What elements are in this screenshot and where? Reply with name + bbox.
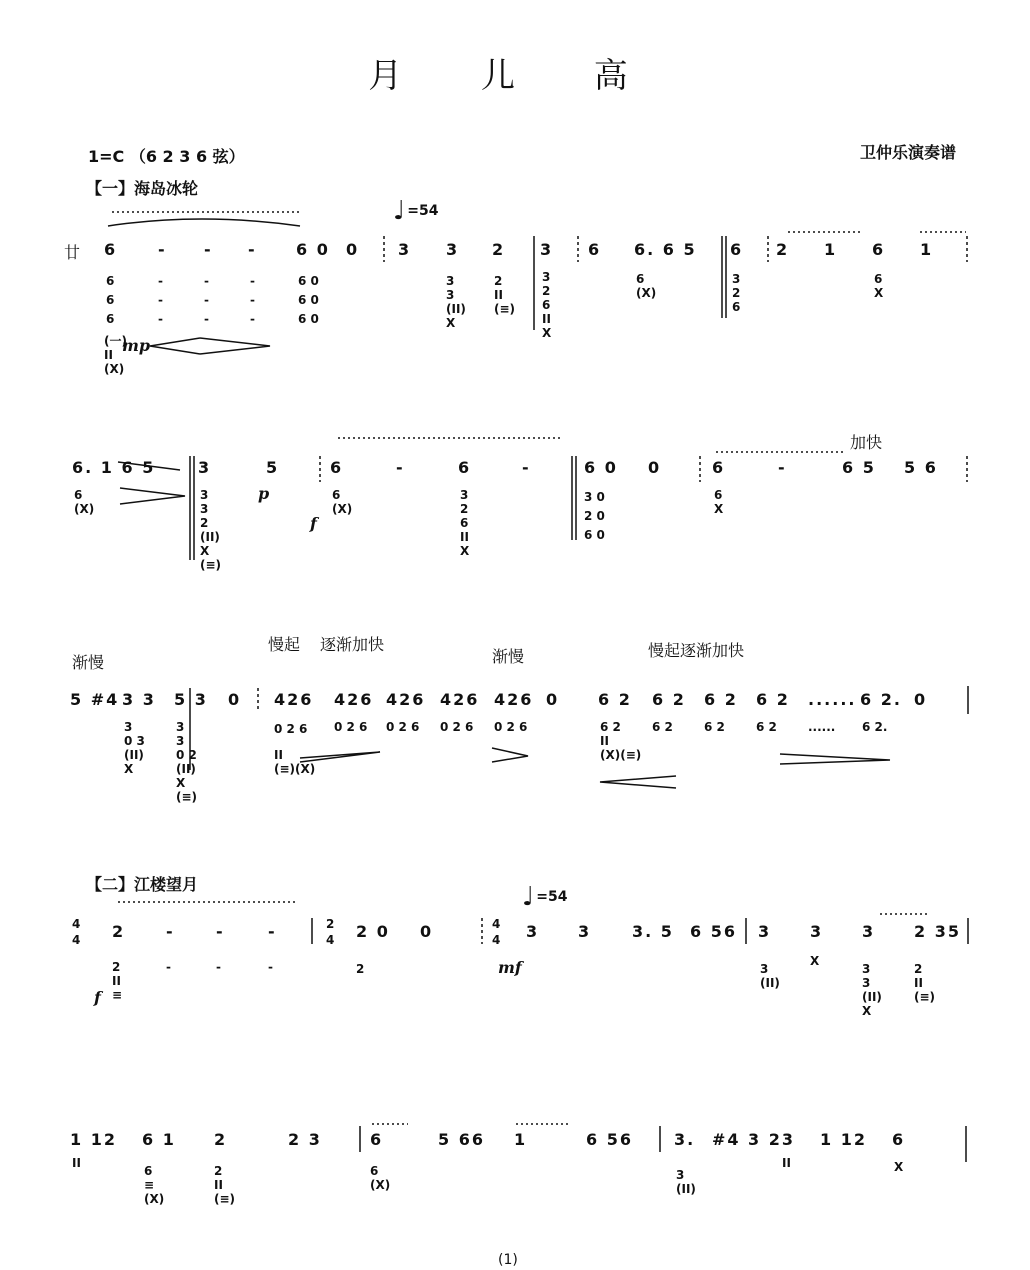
chord-stack: 2 II (≡) <box>914 962 936 1004</box>
chord-stack: 6 (X) <box>332 488 353 516</box>
note: 6 <box>730 240 744 259</box>
note: 6 2 <box>704 690 738 709</box>
note: 6 <box>104 240 118 259</box>
dynamic-mark: f <box>94 988 101 1007</box>
dynamic-mark: mp <box>122 336 151 355</box>
note: 0 <box>346 240 360 259</box>
chord-stack: 3 2 6 <box>732 272 741 314</box>
chord-stack: X <box>894 1160 904 1174</box>
note: - <box>268 922 277 941</box>
note: 3 <box>578 922 592 941</box>
chord-stack: - <box>216 960 221 974</box>
chord-stack: 6 2. <box>862 720 888 734</box>
chord-stack: 0 2 6 <box>386 720 420 734</box>
note: - <box>216 922 225 941</box>
page-number: (1) <box>498 1252 518 1268</box>
note: 6 <box>330 458 344 477</box>
chord-stack: 3 3 (II) X <box>862 962 882 1018</box>
note: - <box>158 240 167 259</box>
note: 5 <box>266 458 280 477</box>
note: 0 <box>228 690 242 709</box>
note: 5 66 <box>438 1130 485 1149</box>
chord-stack: 6 (X) <box>370 1164 391 1192</box>
chord-stack: - - - <box>158 274 163 326</box>
chord-stack: 3 3 (II) X <box>446 274 466 330</box>
note: 3 <box>526 922 540 941</box>
chord-stack: 3 2 6 II X <box>460 488 470 558</box>
note: 1 <box>824 240 838 259</box>
note: 6 <box>872 240 886 259</box>
note: 3 23 <box>748 1130 795 1149</box>
time-signature: 4 4 <box>72 917 81 947</box>
note: 6 0 <box>296 240 330 259</box>
note: - <box>166 922 175 941</box>
time-signature: 2 4 <box>326 917 335 947</box>
chord-stack: - <box>268 960 273 974</box>
chord-stack: 3 (II) <box>760 962 780 990</box>
note: 1 12 <box>70 1130 117 1149</box>
chord-stack: 6 X <box>874 272 884 300</box>
chord-stack: II <box>782 1156 791 1170</box>
note: 0 <box>914 690 928 709</box>
note: 6 56 <box>586 1130 633 1149</box>
note: 426 <box>440 690 480 709</box>
expression-mark: 渐慢 <box>492 647 525 666</box>
note: 6 2 <box>652 690 686 709</box>
chord-stack: 3 0 3 (II) X <box>124 720 145 776</box>
note: 3. 5 <box>632 922 674 941</box>
note: - <box>522 458 531 477</box>
note: #4 <box>712 1130 741 1149</box>
note: 3 <box>540 240 554 259</box>
chord-stack: 0 2 6 <box>494 720 528 734</box>
expression-mark: 逐渐加快 <box>320 635 385 654</box>
note: 3 <box>198 458 212 477</box>
note: 3 <box>446 240 460 259</box>
dynamic-mark: mf <box>498 958 522 977</box>
dynamic-mark: p <box>258 484 270 503</box>
note: 426 <box>274 690 314 709</box>
expression-mark: 加快 <box>850 433 883 452</box>
note: 3 <box>810 922 824 941</box>
tempo-marking-1: ♩ =54 <box>393 196 439 226</box>
note: 0 <box>546 690 560 709</box>
note: 3. <box>674 1130 696 1149</box>
note: 5 3 <box>174 690 208 709</box>
note: 3 <box>758 922 772 941</box>
chord-stack: 6 2 <box>652 720 673 734</box>
chord-stack: 6 2 <box>756 720 777 734</box>
chord-stack: 3 0 2 0 6 0 <box>584 490 605 542</box>
chord-stack: 0 2 6 <box>334 720 368 734</box>
string-indication: (一) II (X) <box>104 334 127 376</box>
note: 3 3 <box>122 690 156 709</box>
note: 1 <box>514 1130 528 1149</box>
note: 6 <box>712 458 726 477</box>
tempo-marking-2: ♩ =54 <box>522 882 568 912</box>
note: 0 <box>420 922 434 941</box>
note: 2 <box>112 922 126 941</box>
note: 5 6 <box>904 458 938 477</box>
note: 5 #4 <box>70 690 120 709</box>
quarter-note-icon: ♩ <box>522 882 535 912</box>
chord-stack: 6 6 6 <box>106 274 115 326</box>
note: 2 3 <box>288 1130 322 1149</box>
note: 6 2 <box>756 690 790 709</box>
chord-stack: 2 II (≡) <box>214 1164 236 1206</box>
chord-stack: 6 2 <box>704 720 725 734</box>
note: 6 <box>370 1130 384 1149</box>
note: 6 <box>588 240 602 259</box>
chord-stack: - - - <box>250 274 255 326</box>
chord-stack: 6 ≡ (X) <box>144 1164 165 1206</box>
note: 6 2. <box>860 690 902 709</box>
time-signature: 4 4 <box>492 917 501 947</box>
note: 426 <box>334 690 374 709</box>
note: 6 <box>458 458 472 477</box>
chord-stack: 3 3 2 (II) X (≡) <box>200 488 222 572</box>
chord-stack: 0 2 6 <box>440 720 474 734</box>
chord-stack: 6 X <box>714 488 724 516</box>
note: 2 <box>776 240 790 259</box>
dynamic-mark: f <box>310 514 317 533</box>
chord-stack: II <box>72 1156 81 1170</box>
note: 6. 1 6 5 <box>72 458 156 477</box>
note: 2 <box>492 240 506 259</box>
chord-stack: 0 2 6 <box>274 722 308 736</box>
note: 426 <box>494 690 534 709</box>
instrument-label: 廿 <box>64 243 81 262</box>
note: 426 <box>386 690 426 709</box>
note: 2 35 <box>914 922 961 941</box>
chord-stack: 6 (X) <box>74 488 95 516</box>
note: 0 <box>648 458 662 477</box>
chord-stack: X <box>810 954 820 968</box>
expression-mark: 慢起逐渐加快 <box>648 641 745 660</box>
note: 1 <box>920 240 934 259</box>
expression-mark: 渐慢 <box>72 653 105 672</box>
chord-stack: 3 2 6 II X <box>542 270 552 340</box>
note: - <box>778 458 787 477</box>
note: 3 <box>862 922 876 941</box>
chord-stack: - - - <box>204 274 209 326</box>
note: 1 12 <box>820 1130 867 1149</box>
quarter-note-icon: ♩ <box>393 196 406 226</box>
chord-stack: 6 (X) <box>636 272 657 300</box>
chord-stack: ...... <box>808 720 836 734</box>
note: - <box>248 240 257 259</box>
note: 6 5 <box>842 458 876 477</box>
chord-stack: - <box>166 960 171 974</box>
chord-stack: 6 0 6 0 6 0 <box>298 274 319 326</box>
key-signature: 1=C （6 2 3 6 弦） <box>88 147 245 166</box>
note: 6 0 <box>584 458 618 477</box>
page-title: 月 儿 高 <box>368 56 662 96</box>
chord-stack: 2 <box>356 962 365 976</box>
note: 3 <box>398 240 412 259</box>
chord-stack: 3 (II) <box>676 1168 696 1196</box>
note: 6. 6 5 <box>634 240 697 259</box>
note: 6 2 <box>598 690 632 709</box>
note: 6 56 <box>690 922 737 941</box>
expression-mark: 慢起 <box>268 635 301 654</box>
note: 2 0 <box>356 922 390 941</box>
performer-credit: 卫仲乐演奏谱 <box>860 143 957 162</box>
chord-stack: 2 II ≡ <box>112 960 123 1002</box>
chord-stack: 6 2 II (X)(≡) <box>600 720 642 762</box>
note: 6 1 <box>142 1130 176 1149</box>
section-heading-2: 【二】江楼望月 <box>86 875 199 894</box>
note: - <box>204 240 213 259</box>
note: - <box>396 458 405 477</box>
note: 6 <box>892 1130 906 1149</box>
string-indication: II (≡)(X) <box>274 748 316 776</box>
note: 2 <box>214 1130 228 1149</box>
note: ...... <box>808 690 857 709</box>
section-heading-1: 【一】海岛冰轮 <box>86 179 199 198</box>
chord-stack: 3 3 0 2 (II) X (≡) <box>176 720 198 804</box>
chord-stack: 2 II (≡) <box>494 274 516 316</box>
